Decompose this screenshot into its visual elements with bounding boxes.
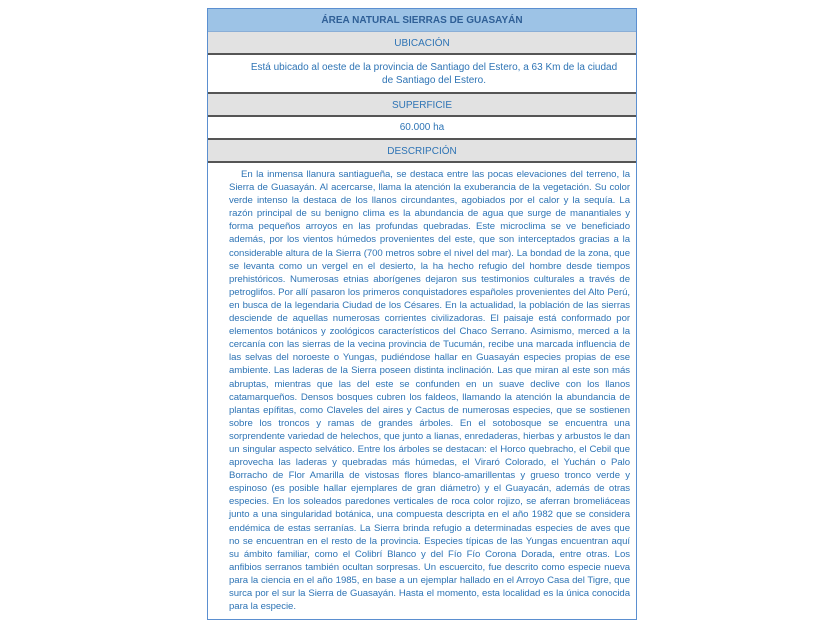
ubicacion-text: Está ubicado al oeste de la provincia de Santiago del Estero, a 63 Km de la ciudad de Santiago del Estero.: [208, 55, 636, 94]
descripcion-text: En la inmensa llanura santiagueña, se destaca entre las pocas elevaciones del terreno, la Sierra de Guasayán. Al acercarse, llama la atención la exuberancia de la vegetación. Su color verde intenso la destaca de los llanos circundantes, agobiados por el calor y la sequía. La razón principal de su benigno clima es la abundancia de agua que surge de manantiales y forma pequeños arroyos en las profundas quebradas. Este microclima se ve beneficiado además, por los vientos húmedos provenientes del este, que son interceptados gracias a la considerable altura de la Sierra (700 metros sobre el nivel del mar). La bondad de la zona, que se levanta como un vergel en el desierto, la ha hecho refugio del hombre desde tiempos prehistóricos. Numerosas etnias aborígenes dejaron sus testimonios culturales a través de petroglifos. Por allí pasaron los primeros conquistadores españoles provenientes del Alto Perú, en busca de la legendaria Ciudad de los Césares. En la actualidad, la población de las sierras desciende de aquellas numerosas corrientes civilizadoras. El paisaje está conformado por elementos botánicos y zoológicos característicos del Chaco Serrano. Asimismo, merced a la cercanía con las sierras de la vecina provincia de Tucumán, recibe una marcada influencia de las selvas del noroeste o Yungas, pudiéndose hallar en Guasayán especies propias de ese ambiente. Las laderas de la Sierra poseen distinta inclinación. Las que miran al este son más abruptas, mientras que las del este se confunden en un suave declive con los llanos catamarqueños. Densos bosques cubren los faldeos, llamando la atención la abundancia de plantas epífitas, como Claveles del aires y Cactus de numerosas especies, que se sostienen sobre los troncos y ramas de grandes árboles. En el sotobosque se encuentra una sorprendente variedad de helechos, que junto a lianas, enredaderas, hierbas y arbustos le dan un singular aspecto selvático. Entre los árboles se destacan: el Horco quebracho, el Cebil que aprovecha las laderas y quebradas más húmedas, el Viraró Colorado, el Yuchán o Palo Borracho de Flor Amarilla de vistosas flores blanco-amarillentas y grueso tronco verde y espinoso (es posible hallar ejemplares de gran diámetro) y el Guayacán, además de otras especies. En los soleados paredones verticales de roca color rojizo, se aferran bromeliáceas junto a una singularidad botánica, una compuesta descripta en el año 1982 que se considera endémica de estas serranías. La Sierra brinda refugio a determinadas especies de aves que no se encuentran en el resto de la provincia. Especies típicas de las Yungas encuentran aquí su ámbito familiar, como el Colibrí Blanco y del Fío Fío Corona Dorada, entre otras. Los anfibios serranos también ocultan sorpresas. Un escuercito, fue descrito como especie nueva para la ciencia en el año 1985, en base a un ejemplar hallado en el Arroyo Casa del Tigre, que surca por el sur la Sierra de Guasayán. Hasta el momento, esta localidad es la única conocida para la especie.: [229, 169, 630, 613]
table-title: ÁREA NATURAL SIERRAS DE GUASAYÁN: [208, 9, 636, 32]
superficie-text: 60.000 ha: [208, 117, 636, 140]
info-table: [207, 8, 637, 620]
superficie-header: SUPERFICIE: [208, 94, 636, 117]
descripcion-header: DESCRIPCIÓN: [208, 140, 636, 163]
ubicacion-header: UBICACIÓN: [208, 32, 636, 55]
descripcion-cell: [208, 163, 636, 619]
